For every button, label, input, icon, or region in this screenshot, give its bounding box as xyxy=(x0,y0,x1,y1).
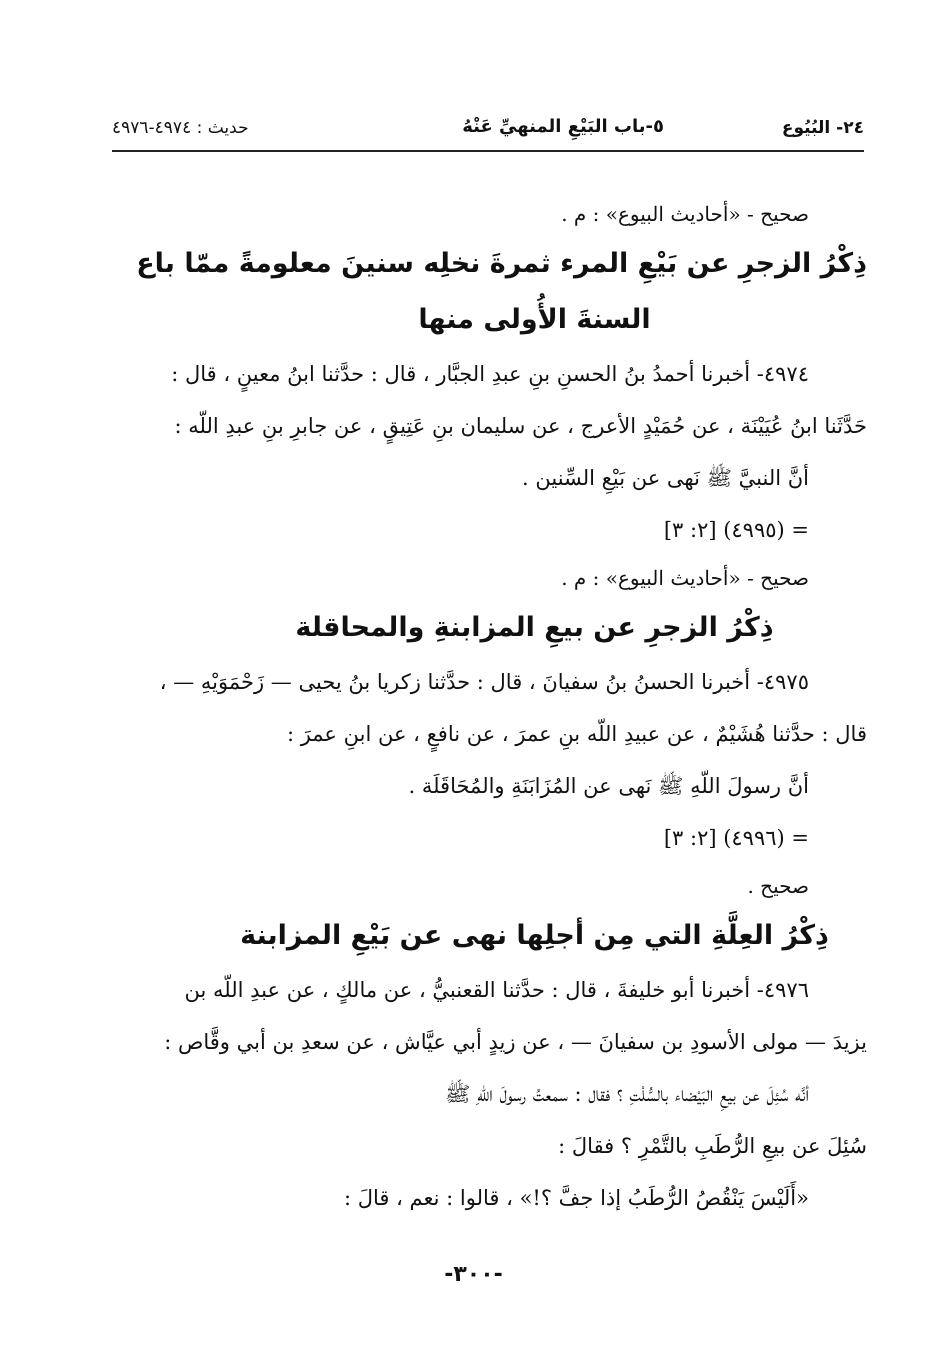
page-number: -٣٠٠- xyxy=(444,1262,503,1287)
hadith-4974-matn: أنَّ النبيَّ ﷺ نَهى عن بَيْعِ السِّنين . xyxy=(522,466,809,490)
cross-reference: = (٤٩٩٦) [٢: ٣] xyxy=(663,826,809,850)
hadith-range: حديث : ٤٩٧٤-٤٩٧٦ xyxy=(112,118,249,138)
hadith-4976-matn: سُئِلَ عن بيعِ الرُّطَبِ بالتَّمْرِ ؟ فقالَ : xyxy=(558,1134,867,1158)
section-heading: ذِكْرُ الزجرِ عن بيعِ المزابنةِ والمحاقلة xyxy=(295,612,774,643)
hadith-4974-line: حَدَّثَنا ابنُ عُيَيْنَة ، عن حُمَيْدٍ الأعرج ، عن سليمان بنِ عَتِيقٍ ، عن جابرِ بنِ عبدِ اللّه : xyxy=(174,414,867,438)
hadith-4975-line: قال : حدَّثنا هُشَيْمٌ ، عن عبيدِ اللّه بنِ عمرَ ، عن نافعٍ ، عن ابنِ عمرَ : xyxy=(286,722,867,746)
header-divider xyxy=(112,150,864,152)
book-title: ٢٤- البُيُوع xyxy=(781,118,864,138)
hadith-4975-line: ٤٩٧٥- أخبرنا الحسنُ بنُ سفيانَ ، قال : حدَّثنا زكريا بنُ يحيى — زَحْمَوَيْهِ — ، xyxy=(159,670,809,694)
hadith-4975-matn: أنَّ رسولَ اللّهِ ﷺ نَهى عن المُزَابَنَةِ والمُحَاقَلَة . xyxy=(408,774,809,798)
hadith-4976-line: يزيدَ — مولى الأسودِ بن سفيانَ — ، عن زيدٍ أبي عيَّاش ، عن سعدِ بن أبي وقَّاص : xyxy=(164,1030,867,1054)
hadith-4976-line: ٤٩٧٦- أخبرنا أبو خليفةَ ، قال : حدَّثنا القعنبيُّ ، عن مالكٍ ، عن عبدِ اللّه بن xyxy=(184,978,809,1002)
grade-note: صحيح - «أحاديث البيوع» : م . xyxy=(561,566,809,590)
hadith-4976-matn: أنَّه سُئِلَ عن بيعِ البَيْضاء بالسُّلْتِ ؟ فقال : سمعتُ رسولَ اللّهِ ﷺ xyxy=(445,1082,809,1106)
hadith-4976-matn: «أَلَيْسَ يَنْقُصُ الرُّطَبُ إذا جفَّ ؟!» ، قالوا : نعم ، قالَ : xyxy=(343,1186,809,1210)
chapter-title: ٥-باب البَيْعِ المنهيِّ عَنْهُ xyxy=(462,116,664,137)
grade-note: صحيح - «أحاديث البيوع» : م . xyxy=(561,202,809,226)
page-body xyxy=(112,192,867,1224)
running-header xyxy=(112,112,864,148)
section-heading: ذِكْرُ الزجرِ عن بَيْعِ المرء ثمرةَ نخلِه سنينَ معلومةً ممّا باع xyxy=(136,248,867,279)
section-heading-continued: السنةَ الأُولى منها xyxy=(418,304,651,335)
grade-note: صحيح . xyxy=(747,874,809,898)
section-heading: ذِكْرُ العِلَّةِ التي مِن أجلِها نهى عن بَيْعِ المزابنة xyxy=(240,920,829,951)
hadith-4974-line: ٤٩٧٤- أخبرنا أحمدُ بنُ الحسنِ بنِ عبدِ الجبَّار ، قال : حدَّثنا ابنُ معينٍ ، قال : xyxy=(171,362,809,386)
cross-reference: = (٤٩٩٥) [٢: ٣] xyxy=(663,518,809,542)
